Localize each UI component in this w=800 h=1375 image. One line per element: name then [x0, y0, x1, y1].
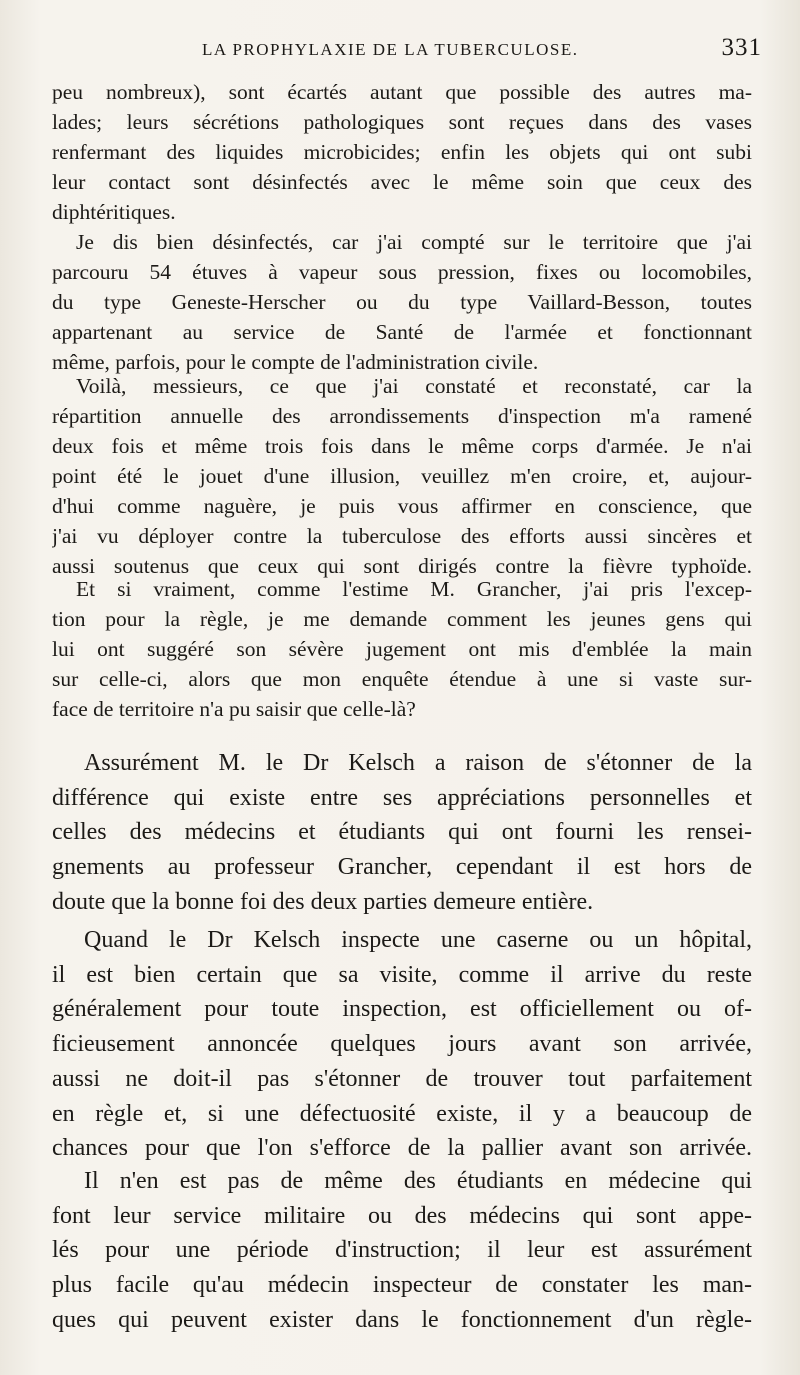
page-number: 331 — [721, 34, 762, 61]
text-line: celles des médecins et étudiants qui ont fourni les rensei- — [52, 819, 752, 846]
text-line: en règle et, si une défectuosité existe, il y a beaucoup de — [52, 1100, 752, 1127]
text-line: face de territoire n'a pu saisir que celle-là? — [52, 697, 416, 721]
text-line: appartenant au service de Santé de l'armée et fonctionnant — [52, 320, 752, 344]
paragraph-5 — [52, 746, 752, 920]
text-line: Je dis bien désinfectés, car j'ai compté sur le territoire que j'ai — [76, 230, 752, 254]
text-line: du type Geneste-Herscher ou du type Vaillard-Besson, toutes — [52, 290, 752, 314]
text-line: même, parfois, pour le compte de l'administration civile. — [52, 350, 539, 374]
text-line: Assurément M. le Dr Kelsch a raison de s'étonner de la — [84, 750, 752, 776]
text-line: tion pour la règle, je me demande comment les jeunes gens qui — [52, 607, 752, 631]
text-line: aussi soutenus que ceux qui sont dirigés contre la fièvre typhoïde. — [52, 554, 752, 578]
text-line: peu nombreux), sont écartés autant que possible des autres ma- — [52, 80, 752, 104]
text-line: sur celle-ci, alors que mon enquête étendue à une si vaste sur- — [52, 667, 752, 691]
paragraph-1 — [52, 77, 752, 227]
text-line: plus facile qu'au médecin inspecteur de constater les man- — [52, 1272, 752, 1299]
paragraph-7 — [52, 1164, 752, 1338]
paragraph-3 — [52, 371, 752, 581]
text-line: parcouru 54 étuves à vapeur sous pression, fixes ou locomobiles, — [52, 260, 752, 284]
text-line: ques qui peuvent exister dans le fonctionnement d'un règle- — [52, 1306, 752, 1333]
text-line: font leur service militaire ou des médecins qui sont appe- — [52, 1202, 752, 1229]
text-line: j'ai vu déployer contre la tuberculose des efforts aussi sincères et — [52, 524, 752, 548]
text-line: Et si vraiment, comme l'estime M. Grancher, j'ai pris l'excep- — [76, 577, 752, 601]
text-line: Quand le Dr Kelsch inspecte une caserne ou un hôpital, — [84, 927, 752, 953]
text-line: différence qui existe entre ses appréciations personnelles et — [52, 784, 752, 811]
text-line: chances pour que l'on s'efforce de la pallier avant son arrivée. — [52, 1135, 752, 1162]
running-head — [52, 30, 762, 70]
text-line: aussi ne doit-il pas s'étonner de trouver tout parfaitement — [52, 1065, 752, 1092]
running-title: LA PROPHYLAXIE DE LA TUBERCULOSE. — [202, 40, 579, 59]
paragraph-4 — [52, 574, 752, 724]
text-line: leur contact sont désinfectés avec le même soin que ceux des — [52, 170, 752, 194]
text-line: Il n'en est pas de même des étudiants en médecine qui — [84, 1168, 752, 1194]
text-line: renfermant des liquides microbicides; enfin les objets qui ont subi — [52, 140, 752, 164]
text-line: lui ont suggéré son sévère jugement ont mis d'emblée la main — [52, 637, 752, 661]
text-line: Voilà, messieurs, ce que j'ai constaté et reconstaté, car la — [76, 374, 752, 398]
text-line: doute que la bonne foi des deux parties demeure entière. — [52, 888, 594, 915]
text-line: lés pour une période d'instruction; il leur est assurément — [52, 1237, 752, 1264]
text-line: deux fois et même trois fois dans le même corps d'armée. Je n'ai — [52, 434, 752, 458]
text-line: diphtéritiques. — [52, 200, 176, 224]
text-line: répartition annuelle des arrondissements d'inspection m'a ramené — [52, 404, 752, 428]
text-line: ficieusement annoncée quelques jours avant son arrivée, — [52, 1031, 752, 1058]
paragraph-6 — [52, 923, 752, 1166]
text-line: gnements au professeur Grancher, cependant il est hors de — [52, 854, 752, 881]
text-line: il est bien certain que sa visite, comme il arrive du reste — [52, 961, 752, 988]
text-line: point été le jouet d'une illusion, veuillez m'en croire, et, aujour- — [52, 464, 752, 488]
text-line: d'hui comme naguère, je puis vous affirmer en conscience, que — [52, 494, 752, 518]
text-line: généralement pour toute inspection, est officiellement ou of- — [52, 996, 752, 1023]
text-line: lades; leurs sécrétions pathologiques sont reçues dans des vases — [52, 110, 752, 134]
paragraph-2 — [52, 227, 752, 377]
